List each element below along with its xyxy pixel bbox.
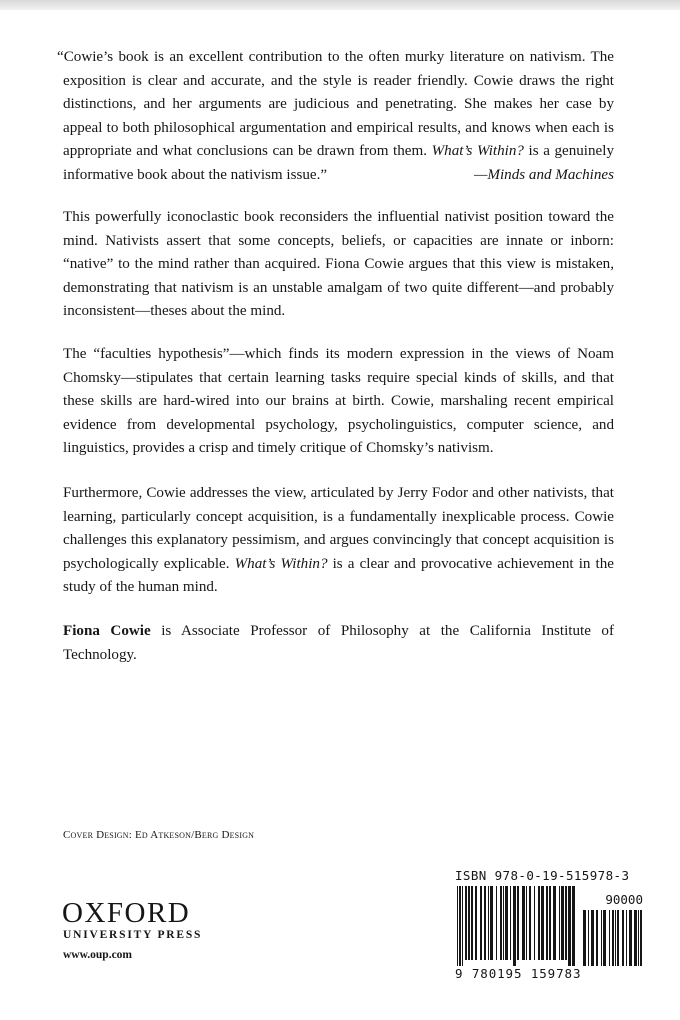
- price-code-bar: [622, 910, 624, 966]
- price-code-bar: [638, 910, 639, 966]
- publisher-logo: OXFORD: [62, 897, 191, 929]
- price-code-bar: [583, 910, 586, 966]
- barcode-bar: [559, 886, 560, 960]
- paragraph-3-end: is a clear and provocative achievement in the study of the human mind.: [63, 555, 614, 595]
- barcode-bar: [488, 886, 489, 960]
- quote-book-title: What’s Within?: [431, 143, 524, 159]
- price-code-bar: [588, 910, 589, 966]
- barcode-bar: [500, 886, 502, 960]
- price-code-bar: [609, 910, 610, 966]
- barcode-bar: [484, 886, 486, 960]
- barcode-bar: [475, 886, 477, 960]
- description-paragraph-1: This powerfully iconoclastic book reconsiders the influential nativist position toward the mind. Nativists assert that some concepts, beliefs, or capacities are innate or inborn: “native” to the mind rather than acquired. Fiona Cowie argues that this view is mistaken, demonstrating that nativism is an unstable amalgam of two quite different—and probably inconsistent—theses about the mind.: [63, 209, 614, 319]
- barcode-bar: [480, 886, 482, 960]
- price-code-bar: [640, 910, 642, 966]
- price-code-bar: [617, 910, 619, 966]
- publisher-subtitle: UNIVERSITY PRESS: [63, 929, 203, 941]
- price-code-bar: [629, 910, 632, 966]
- description-paragraph-3: [63, 482, 614, 600]
- barcode-bar: [457, 886, 458, 966]
- quote-text-end: is a genuinely informative book about the nativism issue.”: [63, 143, 614, 183]
- barcode-bar: [471, 886, 473, 960]
- barcode-bar: [505, 886, 508, 960]
- author-name: Fiona Cowie: [63, 623, 151, 639]
- barcode-bar: [510, 886, 511, 960]
- price-code-bar: [615, 910, 616, 966]
- barcode-bar: [553, 886, 556, 960]
- barcode-bar: [459, 886, 461, 966]
- paragraph-3-book-title: What’s Within?: [234, 555, 328, 572]
- barcode-bar: [529, 886, 531, 960]
- price-code-bar: [634, 910, 637, 966]
- paragraph-3-start: Furthermore, Cowie addresses the view, articulated by Jerry Fodor and other nativists, that learning, particularly concept acquisition, is a fundamentally inexplicable process. Cowie challenges this explanatory pessimism, and argues convincingly that concept acquisition is psychologically explicable.: [63, 485, 614, 572]
- price-code-bar: [603, 910, 606, 966]
- barcode-bar: [526, 886, 527, 960]
- isbn-barcode: [455, 886, 645, 966]
- quote-text-start: “Cowie’s book is an excellent contribution to the often murky literature on nativism. The exposition is clear and accurate, and the style is reader friendly. Cowie draws the right distinctions, and her arguments are judicious and penetrating. She makes her case by appeal to both philosophical argumentation and empirical results, and knows when each is appropriate and what conclusions can be drawn from them.: [57, 49, 614, 159]
- barcode-bar: [522, 886, 525, 960]
- barcode-bar: [572, 886, 575, 966]
- barcode-bar: [561, 886, 564, 960]
- publisher-url[interactable]: www.oup.com: [63, 949, 133, 961]
- barcode-bar: [462, 886, 463, 966]
- barcode-bar: [538, 886, 540, 960]
- barcode-bar: [565, 886, 567, 960]
- description-paragraph-2: The “faculties hypothesis”—which finds its modern expression in the views of Noam Chomsky—stipulates that certain learning tasks require special kinds of skills, and that these skills are hard-wired into our brains at birth. Cowie, marshaling recent empirical evidence from developmental psychology, psycholinguistics, computer science, and linguistics, provides a crisp and timely critique of Chomsky’s nativism.: [63, 346, 614, 456]
- barcode-bar: [517, 886, 519, 960]
- price-code: 90000: [605, 892, 643, 907]
- barcode-bar: [534, 886, 535, 960]
- barcode-bar: [568, 886, 571, 966]
- barcode-digits: 9 780195 159783: [455, 966, 582, 981]
- barcode-bar: [490, 886, 493, 960]
- barcode-bar: [513, 886, 516, 966]
- barcode-bar: [465, 886, 467, 960]
- barcode-bar: [496, 886, 497, 960]
- barcode-bar: [546, 886, 548, 960]
- price-code-bar: [596, 910, 598, 966]
- price-code-bar: [591, 910, 594, 966]
- page-edge: [0, 0, 680, 10]
- author-bio-text: is Associate Professor of Philosophy at the California Institute of Technology.: [63, 623, 614, 663]
- author-bio: [63, 620, 614, 667]
- isbn-label: ISBN 978-0-19-515978-3: [455, 868, 630, 883]
- barcode-bar: [549, 886, 551, 960]
- price-code-bar: [626, 910, 627, 966]
- barcode-bar: [541, 886, 544, 960]
- review-quote: [57, 46, 614, 187]
- price-code-bar: [601, 910, 602, 966]
- price-code-bar: [612, 910, 614, 966]
- cover-design-credit: Cover Design: Ed Atkeson/Berg Design: [63, 829, 255, 841]
- barcode-bar: [503, 886, 504, 960]
- quote-source: —Minds and Machines: [473, 166, 614, 183]
- barcode-bar: [468, 886, 470, 960]
